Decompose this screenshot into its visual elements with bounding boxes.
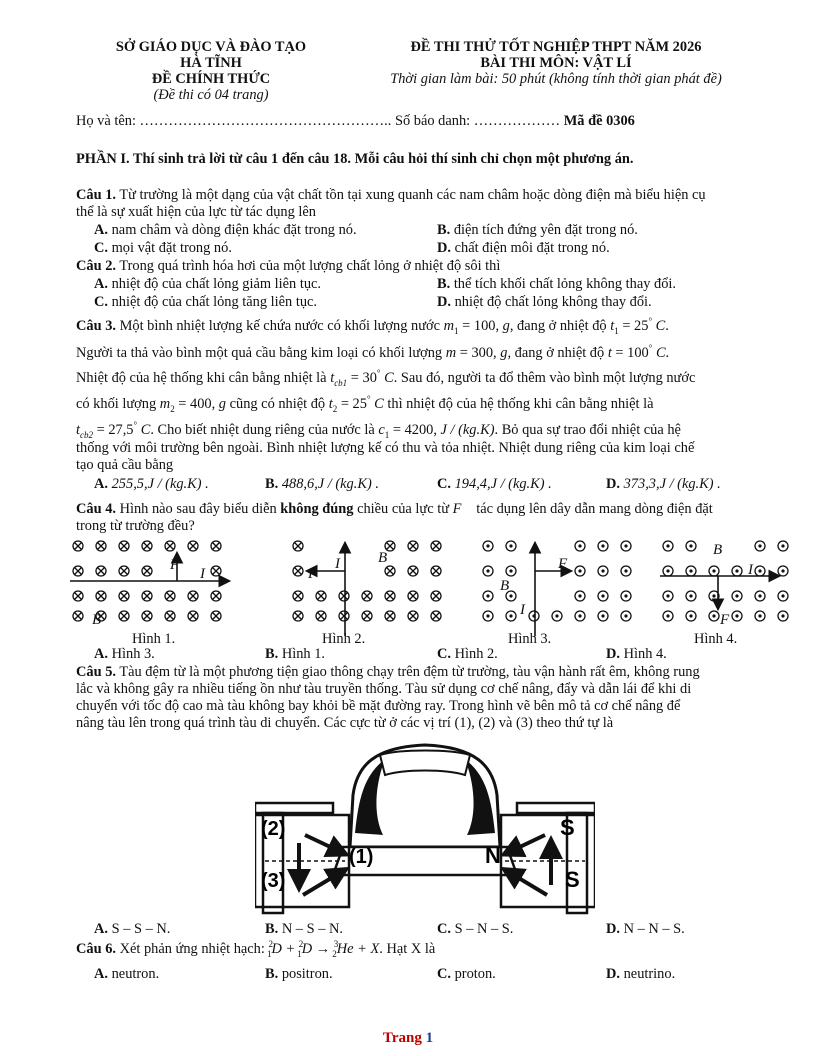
option-d[interactable]: D. chất điện môi đặt trong nó. bbox=[437, 240, 610, 256]
option-d[interactable]: D. nhiệt độ chất lỏng không thay đổi. bbox=[437, 294, 652, 310]
dot-center bbox=[578, 544, 581, 547]
dot-center bbox=[624, 569, 627, 572]
question-text-cont: thể là sự xuất hiện của lực từ tác dụng lên bbox=[76, 204, 316, 220]
page-number: 1 bbox=[425, 1030, 434, 1046]
formula-tcb1: $t_{cb1} = 30^\circ$ C bbox=[330, 368, 394, 388]
option-d[interactable]: D. neutrino. bbox=[606, 966, 676, 982]
option-b[interactable]: B. Hình 1. bbox=[265, 646, 325, 662]
question-text-cont: chuyển với tốc độ cao mà tàu không bay khỏi bề mặt đường ray. Trong hình vẽ bên mô tả cơ chế nâng để bbox=[76, 698, 681, 714]
question-6: Câu 6. Xét phản ứng nhiệt hạch: $^2_1$D + $^2_1$D → $^3_2$He + X. Hạt X là bbox=[76, 939, 436, 959]
dot-center bbox=[666, 594, 669, 597]
formula-m1: $m_1 = 100$, g bbox=[443, 318, 510, 336]
dot-center bbox=[601, 544, 604, 547]
formula-m: m = 300, g bbox=[445, 345, 508, 361]
formula-t: t = 100° C bbox=[607, 343, 666, 361]
dot-center bbox=[578, 569, 581, 572]
dot-center bbox=[758, 569, 761, 572]
dot-center bbox=[758, 614, 761, 617]
dot-center bbox=[758, 594, 761, 597]
dot-center bbox=[689, 614, 692, 617]
field-label: B bbox=[500, 578, 510, 594]
option-b[interactable]: B. 488,6,J / (kg.K) . bbox=[265, 476, 379, 492]
question-text-cont: thống với môi trường bên ngoài. Bình nhiệt lượng kế có thu và tỏa nhiệt. Nhiệt dung riêng của kim loại chế bbox=[76, 440, 695, 456]
question-3: Câu 3. Một bình nhiệt lượng kế chứa nước có khối lượng nước $m_1 = 100$, g, đang ở nhiệt độ $t_1 = 25^\circ$ C. bbox=[76, 316, 669, 336]
question-label: Câu 1. bbox=[76, 187, 116, 203]
dot-center bbox=[689, 569, 692, 572]
field-label: B bbox=[713, 542, 723, 558]
page-count-note: (Đề thi có 04 trang) bbox=[153, 87, 269, 103]
question-2 bbox=[76, 258, 776, 274]
option-a[interactable]: A. 255,5,J / (kg.K) . bbox=[94, 476, 209, 492]
dot-center bbox=[509, 569, 512, 572]
option-c[interactable]: C. mọi vật đặt trong nó. bbox=[94, 240, 232, 256]
question-text-cont: lắc và không gây ra nhiều tiếng ồn như tàu truyền thống. Tàu sử dụng cơ chế nâng, đẩy và dẫn lái để khi di bbox=[76, 681, 692, 697]
figure-caption-2: Hình 2. bbox=[322, 631, 366, 647]
pole-label-1: (1) bbox=[349, 846, 374, 868]
dot-center bbox=[486, 594, 489, 597]
dot-center bbox=[689, 594, 692, 597]
dot-center bbox=[486, 614, 489, 617]
dot-center bbox=[624, 594, 627, 597]
option-b[interactable]: B. N – S – N. bbox=[265, 921, 343, 937]
student-id-field: Số báo danh: ……………… bbox=[395, 113, 561, 129]
dot-center bbox=[781, 614, 784, 617]
force-label: F bbox=[720, 612, 730, 628]
magnetic-force-figures bbox=[70, 536, 790, 648]
dot-center bbox=[781, 544, 784, 547]
question-label: Câu 6. bbox=[76, 941, 116, 957]
question-text-cont: Người ta thả vào bình một quả cầu bằng kim loại có khối lượng m = 300, g, đang ở nhiệt độ t = 100° C. bbox=[76, 343, 670, 361]
department-name: SỞ GIÁO DỤC VÀ ĐÀO TẠO bbox=[115, 39, 307, 55]
pole-label-3: (3) bbox=[261, 870, 286, 892]
student-name-field: Họ và tên: …………………………………………….. bbox=[76, 113, 392, 129]
question-4: Câu 4. Hình nào sau đây biểu diễn không đúng chiều của lực từ F⃗ tác dụng lên dây dẫn mang dòng điện đặt bbox=[76, 501, 713, 517]
formula-c1: $c_1 = 4200$, J / (kg.K) bbox=[378, 422, 495, 440]
dot-center bbox=[666, 614, 669, 617]
dot-center bbox=[666, 544, 669, 547]
dot-center bbox=[509, 614, 512, 617]
exam-code: Mã đề 0306 bbox=[563, 113, 635, 129]
force-label: F bbox=[170, 557, 180, 573]
question-text-cont: tạo quả cầu bằng bbox=[76, 457, 174, 473]
question-text-cont: $t_{cb2} = 27,5^\circ$ C. Cho biết nhiệt dung riêng của nước là $c_1 = 4200$, J / (kg.K). Bỏ qua sự trao đổi nhiệt của hệ bbox=[76, 420, 681, 440]
page-footer bbox=[0, 1030, 816, 1047]
dot-center bbox=[624, 544, 627, 547]
field-label: B bbox=[92, 612, 102, 628]
option-d[interactable]: D. N – N – S. bbox=[606, 921, 685, 937]
dot-center bbox=[486, 544, 489, 547]
option-a[interactable]: A. nam châm và dòng điện khác đặt trong nó. bbox=[94, 222, 357, 238]
dot-center bbox=[781, 569, 784, 572]
option-d[interactable]: D. 373,3,J / (kg.K) . bbox=[606, 476, 721, 492]
option-a[interactable]: A. neutron. bbox=[94, 966, 160, 982]
student-info-row bbox=[76, 113, 776, 129]
figure-caption-4: Hình 4. bbox=[694, 631, 738, 647]
dot-center bbox=[735, 594, 738, 597]
force-vector-symbol: F⃗ bbox=[452, 501, 473, 517]
dot-center bbox=[509, 544, 512, 547]
option-c[interactable]: C. 194,4,J / (kg.K) . bbox=[437, 476, 552, 492]
dot-center bbox=[712, 594, 715, 597]
current-label: I bbox=[335, 556, 340, 572]
question-text: Trong quá trình hóa hơi của một lượng chất lỏng ở nhiệt độ sôi thì bbox=[119, 258, 501, 274]
dot-center bbox=[555, 614, 558, 617]
formula-m2: $m_2 = 400$, g bbox=[159, 396, 226, 414]
formula-t1: $t_1 = 25^\circ$ C bbox=[610, 316, 666, 336]
question-1 bbox=[76, 187, 776, 203]
question-text-cont: trong từ trường đều? bbox=[76, 518, 195, 534]
dot-center bbox=[758, 544, 761, 547]
question-text-cont: Nhiệt độ của hệ thống khi cân bằng nhiệt là $t_{cb1} = 30^\circ$ C. Sau đó, người ta đổ thêm vào bình một lượng nước bbox=[76, 368, 696, 388]
dot-center bbox=[509, 594, 512, 597]
pole-label-s-top: S bbox=[560, 815, 575, 840]
pole-label-n: N bbox=[485, 843, 501, 868]
figure-caption-3: Hình 3. bbox=[508, 631, 552, 647]
option-b[interactable]: B. thể tích khối chất lỏng không thay đổi. bbox=[437, 276, 677, 292]
dot-center bbox=[578, 594, 581, 597]
maglev-train-figure bbox=[255, 735, 595, 917]
dot-center bbox=[486, 569, 489, 572]
question-text-cont: có khối lượng $m_2 = 400$, g cũng có nhiệt độ $t_2 = 25^\circ$ C thì nhiệt độ của hệ thống khi cân bằng nhiệt là bbox=[76, 394, 654, 414]
official-label: ĐỀ CHÍNH THỨC bbox=[151, 71, 271, 87]
formula-tcb2: $t_{cb2} = 27,5^\circ$ C bbox=[76, 420, 151, 440]
figure-caption-1: Hình 1. bbox=[132, 631, 176, 647]
field-label: B bbox=[378, 550, 388, 566]
force-label: F bbox=[558, 556, 568, 572]
question-label: Câu 2. bbox=[76, 258, 116, 274]
dot-center bbox=[735, 614, 738, 617]
pole-label-s-bottom: S bbox=[565, 867, 580, 892]
option-c[interactable]: C. proton. bbox=[437, 966, 496, 982]
dot-center bbox=[689, 544, 692, 547]
force-label: F bbox=[308, 566, 318, 582]
fusion-reaction-formula: $^2_1$D + $^2_1$D → $^3_2$He + X bbox=[266, 939, 380, 959]
dot-center bbox=[712, 614, 715, 617]
exam-title: ĐỀ THI THỬ TỐT NGHIỆP THPT NĂM 2026 bbox=[410, 39, 702, 55]
option-c[interactable]: C. nhiệt độ của chất lỏng tăng liên tục. bbox=[94, 294, 318, 310]
dot-center bbox=[781, 594, 784, 597]
exam-duration: Thời gian làm bài: 50 phút (không tính thời gian phát đề) bbox=[390, 71, 722, 87]
question-label: Câu 4. bbox=[76, 501, 116, 517]
option-d[interactable]: D. Hình 4. bbox=[606, 646, 667, 662]
question-text: Từ trường là một dạng của vật chất tồn tại xung quanh các nam châm hoặc dòng điện mà biểu hiện cụ bbox=[119, 187, 706, 203]
current-label: I bbox=[200, 566, 205, 582]
pole-label-2: (2) bbox=[261, 818, 286, 840]
dot-center bbox=[601, 594, 604, 597]
province-name: HÀ TĨNH bbox=[180, 55, 242, 71]
page-word: Trang bbox=[382, 1030, 422, 1046]
dot-center bbox=[735, 569, 738, 572]
option-b[interactable]: B. điện tích đứng yên đặt trong nó. bbox=[437, 222, 638, 238]
option-a[interactable]: A. Hình 3. bbox=[94, 646, 155, 662]
formula-t2: $t_2 = 25^\circ$ C bbox=[328, 394, 384, 414]
current-label: I bbox=[520, 602, 525, 618]
exam-subject: BÀI THI MÔN: VẬT LÍ bbox=[480, 55, 632, 71]
option-b[interactable]: B. positron. bbox=[265, 966, 333, 982]
dot-center bbox=[601, 569, 604, 572]
question-text-cont: nâng tàu lên trong quá trình tàu di chuyển. Các cực từ ở các vị trí (1), (2) và (3) theo thứ tự là bbox=[76, 715, 614, 731]
question-label: Câu 5. bbox=[76, 664, 116, 680]
option-a[interactable]: A. S – S – N. bbox=[94, 921, 171, 937]
option-c[interactable]: C. Hình 2. bbox=[437, 646, 498, 662]
dot-center bbox=[624, 614, 627, 617]
part-heading: PHẦN I. Thí sinh trả lời từ câu 1 đến câu 18. Mỗi câu hỏi thí sinh chỉ chọn một phương án. bbox=[76, 151, 634, 167]
dot-center bbox=[601, 614, 604, 617]
current-label: I bbox=[748, 562, 753, 578]
dot-center bbox=[578, 614, 581, 617]
dot-center bbox=[712, 569, 715, 572]
question-5: Câu 5. Tàu đệm từ là một phương tiện giao thông chạy trên đệm từ trường, tàu vận hành rất êm, không rung bbox=[76, 664, 700, 680]
option-a[interactable]: A. nhiệt độ của chất lỏng giảm liên tục. bbox=[94, 276, 322, 292]
option-c[interactable]: C. S – N – S. bbox=[437, 921, 514, 937]
dot-center bbox=[666, 569, 669, 572]
question-label: Câu 3. bbox=[76, 318, 116, 334]
